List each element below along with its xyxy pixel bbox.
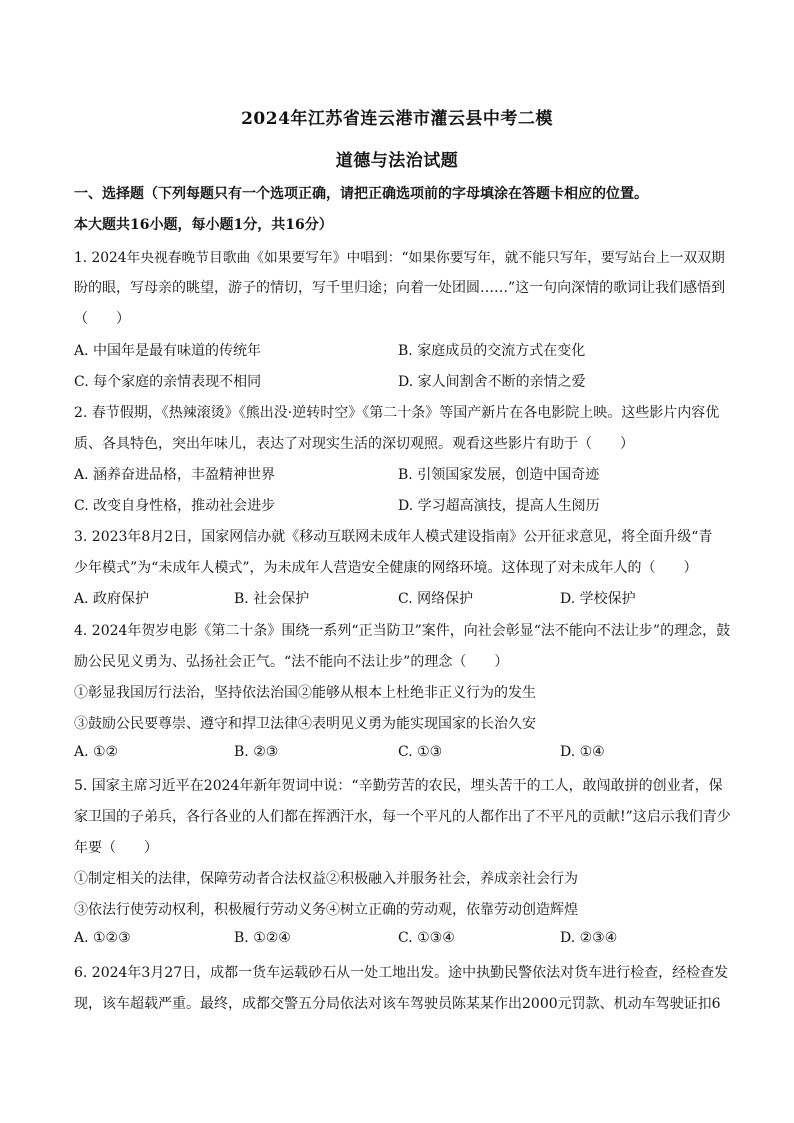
section-heading: 一、选择题（下列每题只有一个选项正确，请把正确选项前的字母填涂在答题卡相应的位置。 — [74, 186, 648, 202]
q2-option-d: D. 学习超高演技，提高人生阅历 — [398, 498, 600, 514]
q3-stem-line: 少年模式”为“未成年人模式”，为未成年人营造安全健康的网络环境。这体现了对未成年人的（ ） — [74, 560, 698, 576]
q5-option-a: A. ①②③ — [74, 930, 131, 946]
q1-stem-line: 盼的眼，写母亲的眺望，游子的情切，写千里归途；向着一处团圆……”这一句向深情的歌词让我们感悟到 — [74, 280, 726, 296]
q5-option-c: C. ①③④ — [398, 930, 455, 946]
q1-option-d: D. 家人间割舍不断的亲情之爱 — [398, 374, 586, 390]
q5-statement-line: ①制定相关的法律，保障劳动者合法权益②积极融入并服务社会，养成亲社会行为 — [74, 871, 578, 887]
q6-stem-line: 现，该车超载严重。最终，成都交警五分局依法对该车驾驶员陈某某作出2000元罚款、机动车驾驶证扣6 — [74, 996, 721, 1012]
q6-stem-line: 6. 2024年3月27日，成都一货车运载砂石从一处工地出发。途中执勤民警依法对货车进行检查，经检查发 — [74, 965, 729, 981]
q3-stem-line: 3. 2023年8月2日，国家网信办就《移动互联网未成年人模式建设指南》公开征求意见，将全面升级“青 — [74, 529, 713, 545]
q4-option-b: B. ②③ — [234, 744, 279, 760]
q2-stem-line: 质、各具特色，突出年味儿，表达了对现实生活的深切观照。观看这些影片有助于（ ） — [74, 436, 634, 452]
q3-option-a: A. 政府保护 — [74, 591, 150, 607]
q5-stem-line: 家卫国的子弟兵，各行各业的人们都在挥洒汗水，每一个平凡的人都作出了不平凡的贡献!”这启示我们青少 — [74, 809, 731, 825]
page-title: 2024年江苏省连云港市灌云县中考二模 — [241, 109, 553, 129]
q4-option-c: C. ①③ — [398, 744, 443, 760]
q2-stem-line: 2. 春节假期，《热辣滚烫》《熊出没·逆转时空》《第二十条》等国产新片在各电影院上映。这些影片内容优 — [74, 405, 720, 421]
q5-stem-line: 5. 国家主席习近平在2024年新年贺词中说：“辛勤劳苦的农民，埋头苦干的工人，敢闯敢拼的创业者，保 — [74, 778, 723, 794]
q4-stem-line: 4. 2024年贺岁电影《第二十条》围绕一系列“正当防卫”案件，向社会彰显“法不能向不法让步”的理念，鼓 — [74, 623, 731, 639]
page-subtitle: 道德与法治试题 — [335, 151, 459, 171]
q1-option-b: B. 家庭成员的交流方式在变化 — [398, 343, 586, 359]
q1-option-a: A. 中国年是最有味道的传统年 — [74, 343, 262, 359]
q2-option-c: C. 改变自身性格，推动社会进步 — [74, 498, 276, 514]
q4-statement-line: ①彰显我国厉行法治，坚持依法治国②能够从根本上杜绝非正义行为的发生 — [74, 685, 536, 701]
q5-option-b: B. ①②④ — [234, 930, 291, 946]
q4-stem-line: 励公民见义勇为、弘扬社会正气。“法不能向不法让步”的理念（ ） — [74, 654, 509, 670]
q1-answer-blank: （ ） — [74, 311, 130, 327]
q4-option-a: A. ①② — [74, 744, 119, 760]
q5-stem-line: 年要（ ） — [74, 840, 158, 856]
q5-statement-line: ③依法行使劳动权利，积极履行劳动义务④树立正确的劳动观，依靠劳动创造辉煌 — [74, 902, 578, 918]
q4-statement-line: ③鼓励公民要尊崇、遵守和捍卫法律④表明见义勇为能实现国家的长治久安 — [74, 716, 536, 732]
q2-option-b: B. 引领国家发展，创造中国奇迹 — [398, 467, 600, 483]
q1-stem-line: 1. 2024年央视春晚节目歌曲《如果要写年》中唱到：“如果你要写年，就不能只写年，要写站台上一双双期 — [74, 250, 725, 266]
q4-option-d: D. ①④ — [560, 744, 605, 760]
q1-option-c: C. 每个家庭的亲情表现不相同 — [74, 374, 262, 390]
q3-option-b: B. 社会保护 — [234, 591, 310, 607]
q2-option-a: A. 涵养奋进品格，丰盈精神世界 — [74, 467, 276, 483]
q5-option-d: D. ②③④ — [560, 930, 618, 946]
q3-option-d: D. 学校保护 — [560, 591, 636, 607]
section-note: 本大题共16小题，每小题1分，共16分） — [74, 217, 333, 233]
q3-option-c: C. 网络保护 — [398, 591, 474, 607]
